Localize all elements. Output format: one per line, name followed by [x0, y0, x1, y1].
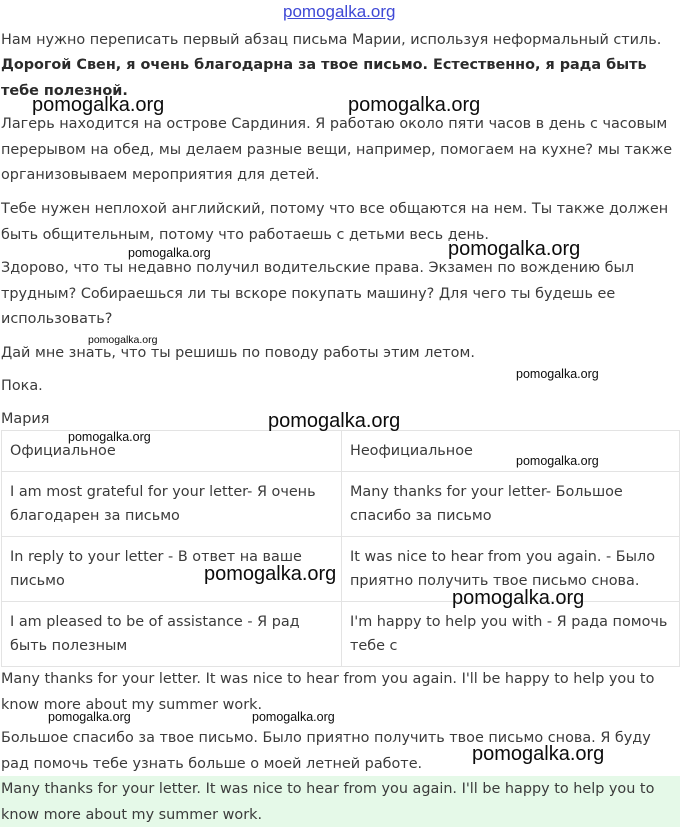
watermark: pomogalka.org — [204, 563, 337, 585]
answer-russian: Большое спасибо за твое письмо. Было приятно получить твое письмо снова. Я буду рад помочь тебе узнать больше о моей летней работе. — [1, 730, 651, 772]
letter-closing: Пока. — [1, 378, 43, 394]
table-cell: I am pleased to be of assistance - Я рад быть полезным — [2, 602, 342, 667]
watermark: pomogalka.org — [516, 367, 599, 381]
rewritten-paragraph: Дорогой Свен, я очень благодарна за твое письмо. Естественно, я рада быть тебе полезной. — [1, 57, 647, 99]
letter-paragraph-1: Лагерь находится на острове Сардиния. Я работаю около пяти часов в день с часовым перерывом на обед, мы делаем разные вещи, например, помогаем на кухне? мы также организовываем мероприятия для детей. — [1, 116, 673, 184]
letter-signature: Мария — [1, 411, 50, 427]
table-header-informal: Неофициальное — [342, 431, 680, 472]
table-row — [2, 472, 680, 537]
letter-paragraph-3: Здорово, что ты недавно получил водительские права. Экзамен по вождению был трудным? Собираешься ли ты вскоре покупать машину? Для чего ты будешь ее использовать? — [1, 260, 635, 328]
letter-paragraph-2: Тебе нужен неплохой английский, потому что все общаются на нем. Ты также должен быть общительным, потому что работаешь с детьми весь день. — [1, 201, 669, 243]
table-header-formal: Официальное — [2, 431, 342, 472]
watermark: pomogalka.org — [68, 430, 151, 444]
watermark: pomogalka.org — [128, 246, 211, 260]
table-cell: Many thanks for your letter- Большое спасибо за письмо — [342, 472, 680, 537]
watermark: pomogalka.org — [348, 94, 481, 116]
table-cell: I am most grateful for your letter- Я очень благодарен за письмо — [2, 472, 342, 537]
watermark: pomogalka.org — [268, 410, 401, 432]
table-row — [2, 602, 680, 667]
table-cell: In reply to your letter - В ответ на ваше письмо — [2, 537, 342, 602]
watermark: pomogalka.org — [48, 710, 131, 724]
intro-text: Нам нужно переписать первый абзац письма Марии, используя неформальный стиль. — [1, 32, 662, 48]
watermark: pomogalka.org — [448, 238, 581, 260]
watermark: pomogalka.org — [452, 587, 585, 609]
watermark: pomogalka.org — [472, 743, 605, 765]
watermark: pomogalka.org — [516, 454, 599, 468]
table-cell: I'm happy to help you with - Я рада помочь тебе с — [342, 602, 680, 667]
letter-paragraph-4: Дай мне знать, что ты решишь по поводу работы этим летом. — [1, 345, 475, 361]
answer-highlighted: Many thanks for your letter. It was nice to hear from you again. I'll be happy to help you to know more about my summer work. — [1, 781, 655, 823]
watermark: pomogalka.org — [252, 710, 335, 724]
answer-english: Many thanks for your letter. It was nice to hear from you again. I'll be happy to help you to know more about my summer work. — [1, 671, 655, 713]
watermark: pomogalka.org — [88, 334, 158, 346]
table-cell: It was nice to hear from you again. - Было приятно получить твое письмо снова. — [342, 537, 680, 602]
watermark: pomogalka.org — [32, 94, 165, 116]
watermark-link[interactable]: pomogalka.org — [283, 2, 396, 21]
